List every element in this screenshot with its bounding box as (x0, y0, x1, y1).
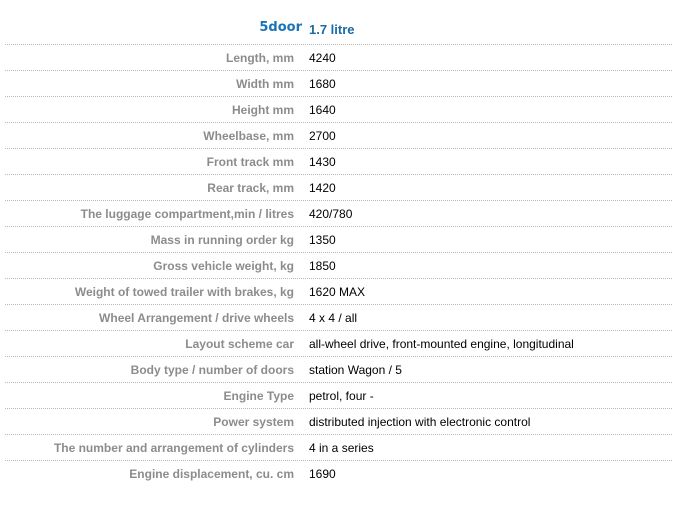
spec-table (5, 0, 672, 486)
row-value: station Wagon / 5 (309, 363, 402, 377)
row-value: 1420 (309, 181, 336, 195)
row-label: The number and arrangement of cylinders (53, 441, 294, 455)
row-label: Power system (213, 415, 294, 429)
row-label: Engine displacement, cu. cm (129, 467, 294, 481)
row-value: 4 in a series (309, 441, 374, 455)
row-label: Wheelbase, mm (203, 129, 294, 143)
row-label: Length, mm (226, 51, 294, 65)
table-row (5, 44, 672, 70)
row-value: 4240 (309, 51, 336, 65)
engine-heading: 1.7 litre (309, 22, 355, 37)
row-value: petrol, four - (309, 389, 374, 403)
row-label: Engine Type (223, 389, 294, 403)
table-row (5, 252, 672, 278)
table-row (5, 122, 672, 148)
table-row (5, 304, 672, 330)
row-label: Layout scheme car (185, 337, 294, 351)
row-label: Mass in running order kg (150, 233, 294, 247)
row-value: 1350 (309, 233, 336, 247)
table-row (5, 174, 672, 200)
body-style-heading: 5door (259, 20, 302, 35)
table-row (5, 70, 672, 96)
table-row (5, 408, 672, 434)
table-row (5, 200, 672, 226)
row-label: The luggage compartment,min / litres (80, 207, 294, 221)
table-row (5, 382, 672, 408)
row-value: 2700 (309, 129, 336, 143)
row-label: Weight of towed trailer with brakes, kg (74, 285, 294, 299)
row-label: Gross vehicle weight, kg (153, 259, 294, 273)
row-value: 1640 (309, 103, 336, 117)
table-row (5, 356, 672, 382)
table-header (5, 0, 672, 44)
table-row (5, 330, 672, 356)
row-value: 1690 (309, 467, 336, 481)
table-row (5, 460, 672, 486)
table-row (5, 148, 672, 174)
row-value: 4 x 4 / all (309, 311, 358, 325)
row-value: all-wheel drive, front-mounted engine, longitudinal (309, 337, 574, 351)
row-value: distributed injection with electronic control (309, 415, 531, 429)
row-value: 420/780 (309, 207, 353, 221)
row-label: Width mm (236, 77, 294, 91)
row-value: 1850 (309, 259, 336, 273)
row-label: Height mm (231, 103, 294, 117)
row-label: Body type / number of doors (130, 363, 294, 377)
row-value: 1620 MAX (309, 285, 366, 299)
row-label: Front track mm (206, 155, 294, 169)
row-label: Wheel Arrangement / drive wheels (99, 311, 294, 325)
row-label: Rear track, mm (207, 181, 294, 195)
table-row (5, 226, 672, 252)
table-row (5, 96, 672, 122)
table-row (5, 434, 672, 460)
row-value: 1430 (309, 155, 336, 169)
row-value: 1680 (309, 77, 336, 91)
table-row (5, 278, 672, 304)
